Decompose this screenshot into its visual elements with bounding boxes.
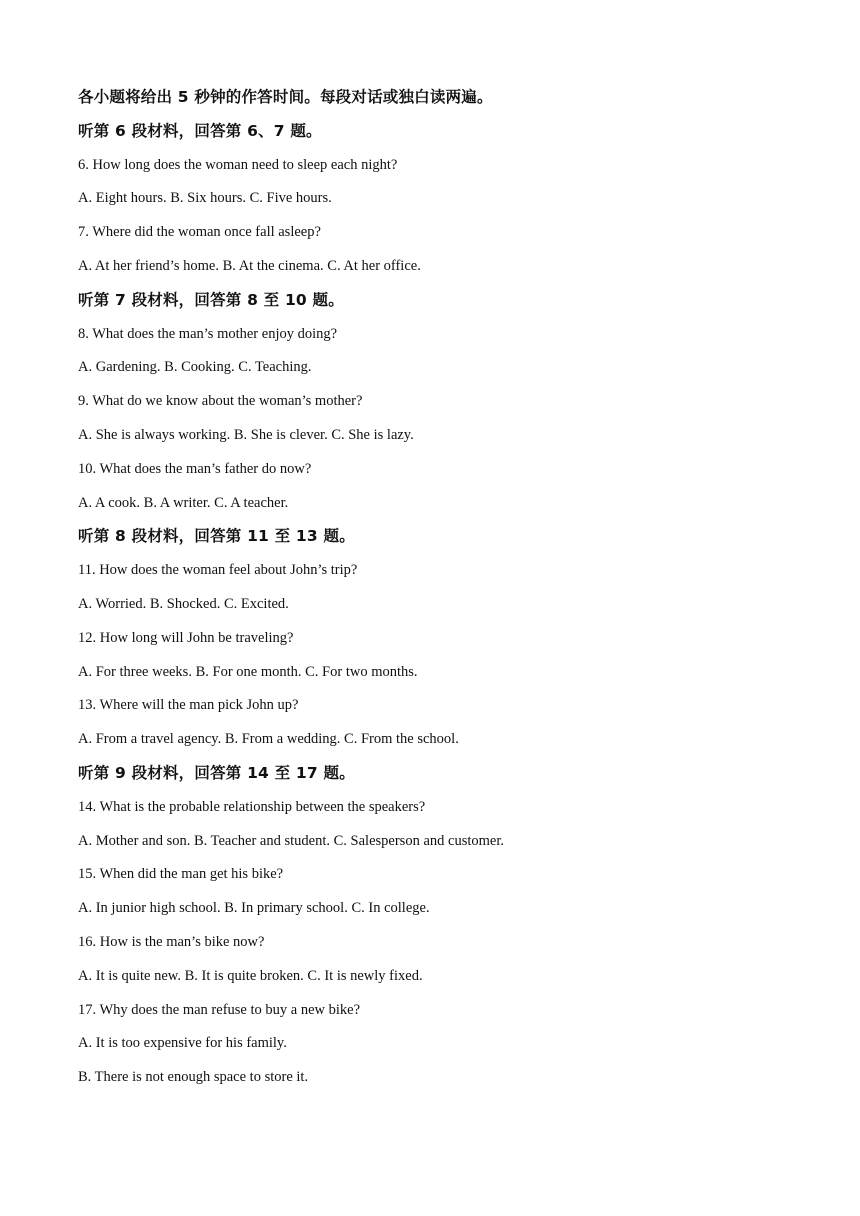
question-text: 14. What is the probable relationship between the speakers? [78,798,426,815]
answer-options: A. Worried. B. Shocked. C. Excited. [78,595,289,612]
question-text: 6. How long does the woman need to sleep each night? [78,156,398,173]
question-text: 11. How does the woman feel about John’s trip? [78,562,358,579]
question-text: 13. Where will the man pick John up? [78,697,299,714]
answer-option-b: B. There is not enough space to store it. [78,1069,309,1086]
question-text: 15. When did the man get his bike? [78,866,284,883]
section-heading: 听第 6 段材料，回答第 6、7 题。 [78,121,322,140]
answer-options: A. It is quite new. B. It is quite broken. C. It is newly fixed. [78,967,423,984]
question-text: 9. What do we know about the woman’s mother? [78,393,363,410]
document-page [78,84,818,1098]
answer-options: A. A cook. B. A writer. C. A teacher. [78,494,289,511]
answer-options: A. Mother and son. B. Teacher and student. C. Salesperson and customer. [78,832,504,849]
section-heading: 听第 7 段材料，回答第 8 至 10 题。 [78,290,344,309]
question-text: 16. How is the man’s bike now? [78,933,265,950]
answer-options: A. She is always working. B. She is clever. C. She is lazy. [78,426,414,443]
question-text: 8. What does the man’s mother enjoy doing? [78,325,338,342]
question-text: 17. Why does the man refuse to buy a new bike? [78,1001,360,1018]
answer-options: A. For three weeks. B. For one month. C. For two months. [78,663,418,680]
question-text: 10. What does the man’s father do now? [78,460,312,477]
section-heading: 听第 9 段材料，回答第 14 至 17 题。 [78,763,355,782]
answer-options: A. Eight hours. B. Six hours. C. Five hours. [78,190,332,207]
answer-options: A. In junior high school. B. In primary school. C. In college. [78,900,430,917]
section-heading: 听第 8 段材料，回答第 11 至 13 题。 [78,527,355,546]
question-text: 12. How long will John be traveling? [78,629,294,646]
answer-options: A. From a travel agency. B. From a wedding. C. From the school. [78,731,459,748]
instructions-text: 各小题将给出 5 秒钟的作答时间。每段对话或独白读两遍。 [78,88,493,106]
answer-options: A. Gardening. B. Cooking. C. Teaching. [78,359,312,376]
question-text: 7. Where did the woman once fall asleep? [78,224,321,241]
answer-option-a: A. It is too expensive for his family. [78,1035,287,1052]
answer-options: A. At her friend’s home. B. At the cinema. C. At her office. [78,257,421,274]
